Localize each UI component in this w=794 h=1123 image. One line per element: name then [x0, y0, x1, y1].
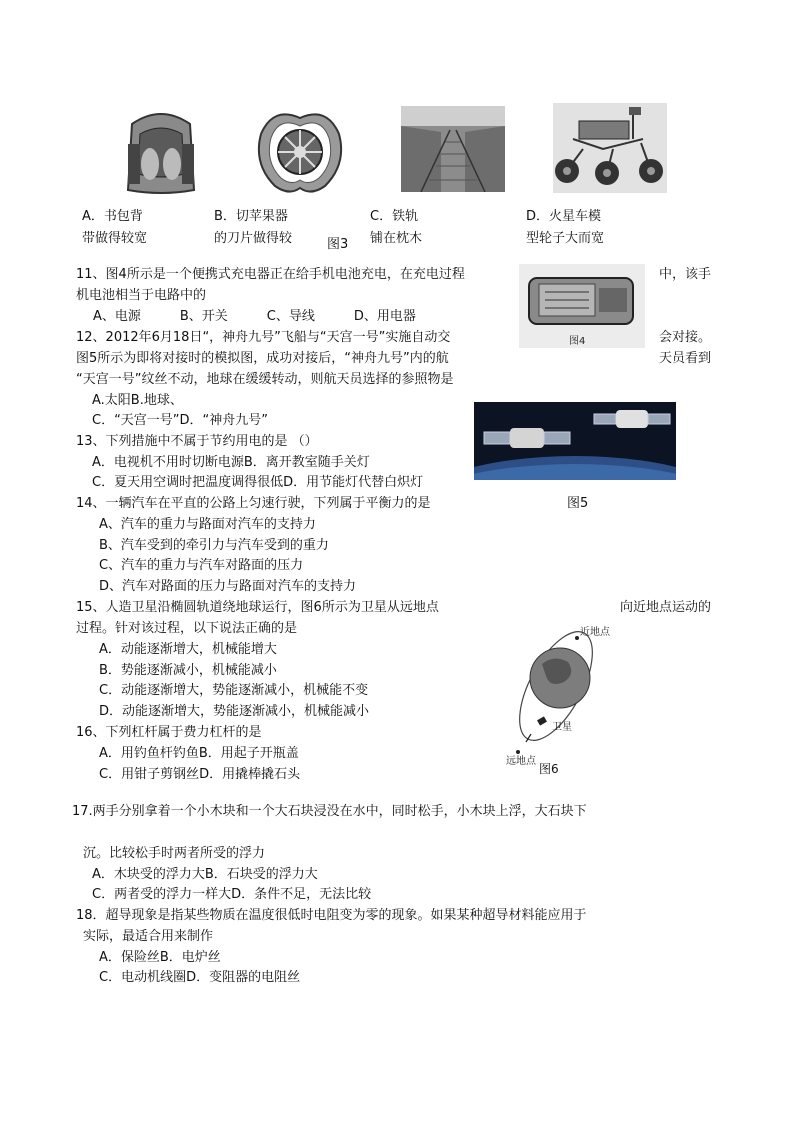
q12-stem-line2-end: 天员看到	[659, 351, 712, 366]
figure-4-label: 图4	[569, 336, 586, 347]
q14-option-c: C、汽车的重力与汽车对路面的压力	[99, 558, 304, 573]
spacecraft-docking-image	[474, 402, 676, 480]
q12-options-line2: C．“天宫一号”D．“神舟九号”	[92, 413, 269, 428]
q10-option-a-line1: A．书包背	[82, 209, 143, 224]
q15-option-a: A．动能逐渐增大，机械能增大	[99, 642, 277, 657]
figure-6-near-point-label: 近地点	[580, 627, 610, 638]
q16-options-line1: A．用钓鱼杆钓鱼B．用起子开瓶盖	[99, 746, 299, 761]
satellite-orbit-diagram	[498, 624, 618, 780]
q10-option-b-line2: 的刀片做得较	[214, 231, 293, 246]
q18-options-line2: C．电动机线圈D．变阻器的电阻丝	[99, 970, 301, 985]
q10-option-c-line2: 铺在枕木	[370, 231, 423, 246]
q12-stem-line1-end: 会对接。	[659, 330, 712, 345]
q17-options-line1: A．木块受的浮力大B．石块受的浮力大	[92, 867, 318, 882]
q13-options-line1: A．电视机不用时切断电源B．离开教室随手关灯	[92, 455, 370, 470]
mars-rover-image	[553, 103, 667, 193]
q16-stem: 16、下列杠杆属于费力杠杆的是	[76, 725, 262, 740]
figure-3-label: 图3	[327, 237, 349, 252]
q14-stem: 14、一辆汽车在平直的公路上匀速行驶，下列属于平衡力的是	[76, 496, 431, 511]
q11-stem-line2: 机电池相当于电路中的	[76, 288, 207, 303]
q15-stem-line1-end: 向近地点运动的	[620, 600, 712, 615]
q12-options-line1: A.太阳B.地球、	[92, 393, 183, 408]
q18-options-line1: A．保险丝B．电炉丝	[99, 950, 221, 965]
q12-stem-line1: 12、2012年6月18日“，神舟九号”飞船与“天宫一号”实施自动交	[76, 330, 451, 345]
q14-option-a: A、汽车的重力与路面对汽车的支持力	[99, 517, 316, 532]
apple-cutter-image	[253, 104, 347, 198]
figure-6-far-point-label: 远地点	[506, 756, 536, 767]
q10-option-d-line1: D．火星车模	[526, 209, 602, 224]
q11-stem-line1-end: 中，该手	[659, 267, 712, 282]
q15-option-b: B．势能逐渐减小，机械能减小	[99, 663, 277, 678]
q15-option-c: C．动能逐渐增大，势能逐渐减小，机械能不变	[99, 683, 369, 698]
q14-option-b: B、汽车受到的牵引力与汽车受到的重力	[99, 538, 329, 553]
q17-stem-line1: 17.两手分别拿着一个小木块和一个大石块浸没在水中，同时松手，小木块上浮，大石块下	[72, 804, 587, 819]
figure-6-satellite-label: 卫星	[552, 722, 572, 733]
q11-options: A、电源 B、开关 C、导线 D、用电器	[93, 309, 416, 324]
q11-stem-line1: 11、图4所示是一个便携式充电器正在给手机电池充电，在充电过程	[76, 267, 465, 282]
figure-5-label: 图5	[567, 496, 589, 511]
q18-stem-line1: 18．超导现象是指某些物质在温度很低时电阻变为零的现象。如果某种超导材料能应用于	[76, 908, 587, 923]
q12-stem-line2: 图5所示为即将对接时的模拟图，成功对接后，“神舟九号”内的航	[76, 351, 449, 366]
q10-option-d-line2: 型轮子大而宽	[526, 231, 605, 246]
q15-option-d: D．动能逐渐增大，势能逐渐减小，机械能减小	[99, 704, 370, 719]
railway-track-image	[401, 106, 505, 192]
q12-stem-line3: “天宫一号”纹丝不动，地球在缓缓转动，则航天员选择的参照物是	[76, 372, 454, 387]
q14-option-d: D、汽车对路面的压力与路面对汽车的支持力	[99, 579, 357, 594]
q13-stem: 13、下列措施中不属于节约用电的是 （）	[76, 434, 318, 449]
q13-options-line2: C．夏天用空调时把温度调得很低D．用节能灯代替白炽灯	[92, 475, 424, 490]
q17-stem-line2: 沉。比较松手时两者所受的浮力	[83, 846, 266, 861]
q15-stem-line2: 过程。针对该过程，以下说法正确的是	[76, 621, 298, 636]
q15-stem-line1: 15、人造卫星沿椭圆轨道绕地球运行，图6所示为卫星从远地点	[76, 600, 439, 615]
q10-option-c-line1: C．铁轨	[370, 209, 419, 224]
q10-option-a-line2: 带做得较宽	[82, 231, 148, 246]
q18-stem-line2: 实际，最适合用来制作	[83, 929, 214, 944]
q16-options-line2: C．用钳子剪钢丝D．用撬棒撬石头	[99, 767, 301, 782]
q10-option-b-line1: B．切苹果器	[214, 209, 288, 224]
backpack-image	[118, 104, 204, 196]
figure-6-label: 图6	[539, 762, 559, 776]
q17-options-line2: C．两者受的浮力一样大D．条件不足，无法比较	[92, 887, 372, 902]
charger-image	[519, 264, 645, 348]
